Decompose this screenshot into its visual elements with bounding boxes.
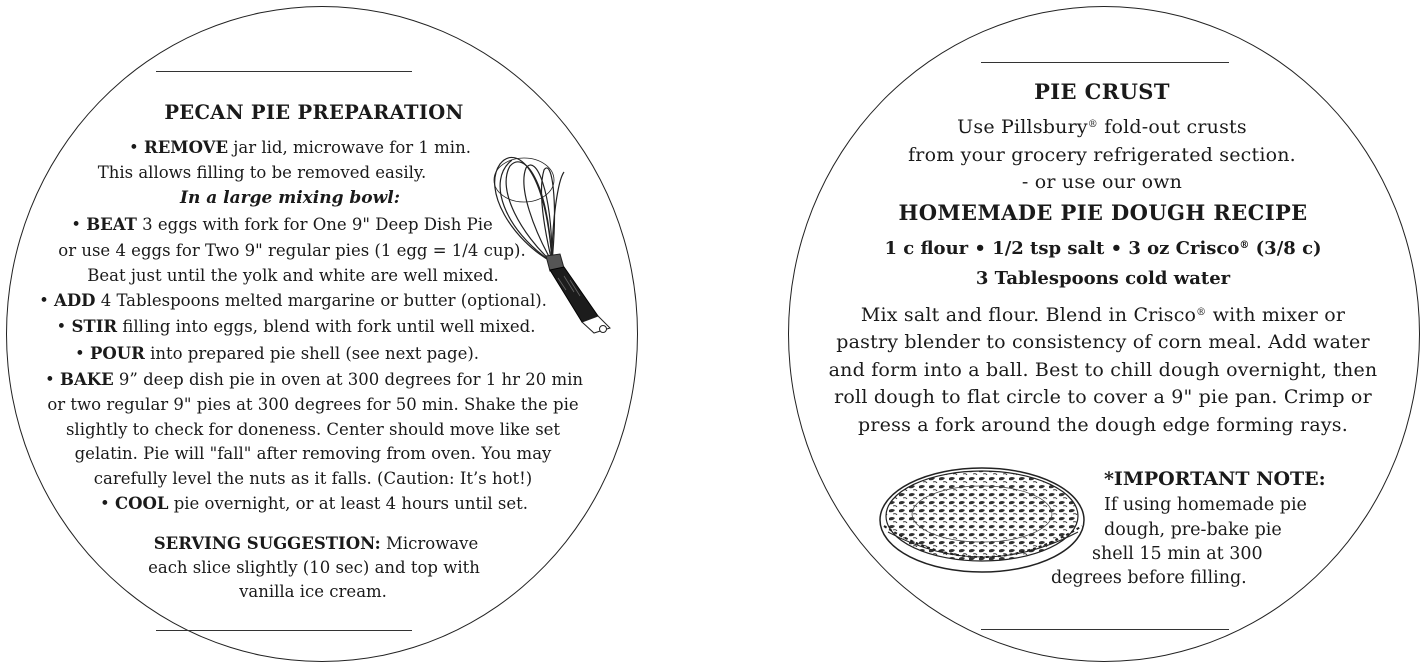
important-note-line-2: dough, pre-bake pie	[1104, 520, 1282, 540]
bullet: •	[71, 215, 81, 234]
important-note-title: *IMPORTANT NOTE:	[1104, 468, 1326, 490]
pie-icon	[878, 460, 1090, 576]
bullet: •	[74, 344, 85, 363]
important-note-line-3: shell 15 min at 300	[1092, 544, 1263, 564]
bottom-rule-right	[981, 629, 1229, 630]
step-beat-continued-1: or use 4 eggs for Two 9" regular pies (1 egg = 1/4 cup).	[58, 241, 526, 260]
ingredients-text: 1 c flour • 1/2 tsp salt • 3 oz Crisco	[884, 238, 1240, 259]
top-rule-left	[156, 71, 412, 72]
bullet: •	[45, 370, 55, 389]
step-remove-continued: This allows filling to be removed easily.	[97, 163, 427, 182]
registered-mark: ®	[1196, 307, 1207, 318]
registered-mark: ®	[1239, 240, 1250, 251]
step-text: 9” deep dish pie in oven at 300 degrees for 1 hr 20 min	[113, 370, 583, 389]
ingredients-text: (3/8 c)	[1249, 238, 1322, 259]
serving-suggestion-3: vanilla ice cream.	[239, 582, 387, 601]
mixing-bowl-heading: In a large mixing bowl:	[179, 188, 401, 208]
intro-text: Use Pillsbury	[957, 116, 1088, 138]
intro-line-2: from your grocery refrigerated section.	[908, 144, 1296, 166]
ingredients-line-1	[884, 240, 1321, 258]
step-beat-continued-2: Beat just until the yolk and white are well mixed.	[87, 266, 499, 285]
serving-label: SERVING SUGGESTION:	[153, 534, 381, 553]
directions-line-5: press a fork around the dough edge forming rays.	[858, 414, 1348, 436]
intro-line-3: - or use our own	[1021, 171, 1183, 193]
step-bake	[45, 372, 583, 389]
step-keyword: BEAT	[86, 215, 137, 234]
step-add	[39, 293, 547, 310]
step-keyword: COOL	[114, 494, 169, 513]
intro-text: fold-out crusts	[1098, 116, 1247, 138]
serving-text: Microwave	[380, 534, 479, 553]
pie-crust-title: PIE CRUST	[1034, 79, 1170, 104]
step-remove	[129, 140, 471, 157]
step-stir	[57, 319, 536, 336]
serving-suggestion	[154, 536, 479, 553]
step-bake-continued-4: carefully level the nuts as it falls. (Caution: It’s hot!)	[93, 469, 533, 488]
important-note-line-4: degrees before filling.	[1051, 568, 1247, 588]
recipe-title: HOMEMADE PIE DOUGH RECIPE	[898, 200, 1308, 225]
step-text: pie overnight, or at least 4 hours until set.	[168, 494, 529, 513]
directions-text: with mixer or	[1206, 304, 1346, 326]
step-keyword: ADD	[54, 291, 96, 310]
bullet: •	[39, 291, 49, 310]
directions-line-2: pastry blender to consistency of corn meal. Add water	[836, 331, 1370, 353]
step-beat	[71, 217, 493, 234]
step-bake-continued-1: or two regular 9" pies at 300 degrees for 50 min. Shake the pie	[47, 395, 579, 414]
intro-line-1	[957, 118, 1247, 137]
step-text: jar lid, microwave for 1 min.	[228, 138, 471, 157]
step-keyword: POUR	[89, 344, 145, 363]
step-keyword: STIR	[71, 317, 118, 336]
step-keyword: REMOVE	[144, 138, 229, 157]
registered-mark: ®	[1087, 119, 1099, 130]
directions-line-1	[861, 306, 1345, 325]
step-text: 4 Tablespoons melted margarine or butter (optional).	[95, 291, 547, 310]
step-cool	[100, 496, 528, 513]
step-text: filling into eggs, blend with fork until well mixed.	[117, 317, 536, 336]
step-keyword: BAKE	[59, 370, 114, 389]
important-note-line-1: If using homemade pie	[1104, 495, 1307, 515]
step-bake-continued-2: slightly to check for doneness. Center should move like set	[65, 420, 561, 439]
directions-line-3: and form into a ball. Best to chill dough overnight, then	[828, 359, 1378, 381]
top-rule-right	[981, 62, 1229, 63]
pecan-pie-title: PECAN PIE PREPARATION	[164, 101, 464, 124]
bullet: •	[129, 138, 139, 157]
bottom-rule-left	[156, 630, 412, 631]
ingredients-line-2: 3 Tablespoons cold water	[975, 268, 1231, 289]
whisk-icon	[482, 150, 627, 335]
step-pour	[75, 346, 479, 363]
step-text: into prepared pie shell (see next page).	[144, 344, 480, 363]
directions-text: Mix salt and flour. Blend in Crisco	[860, 304, 1197, 326]
directions-line-4: roll dough to flat circle to cover a 9" pie pan. Crimp or	[834, 386, 1372, 408]
step-text: 3 eggs with fork for One 9" Deep Dish Pie	[136, 215, 493, 234]
bullet: •	[99, 494, 110, 513]
serving-suggestion-2: each slice slightly (10 sec) and top with	[148, 558, 480, 577]
bullet: •	[56, 317, 67, 336]
step-bake-continued-3: gelatin. Pie will "fall" after removing from oven. You may	[74, 444, 552, 463]
